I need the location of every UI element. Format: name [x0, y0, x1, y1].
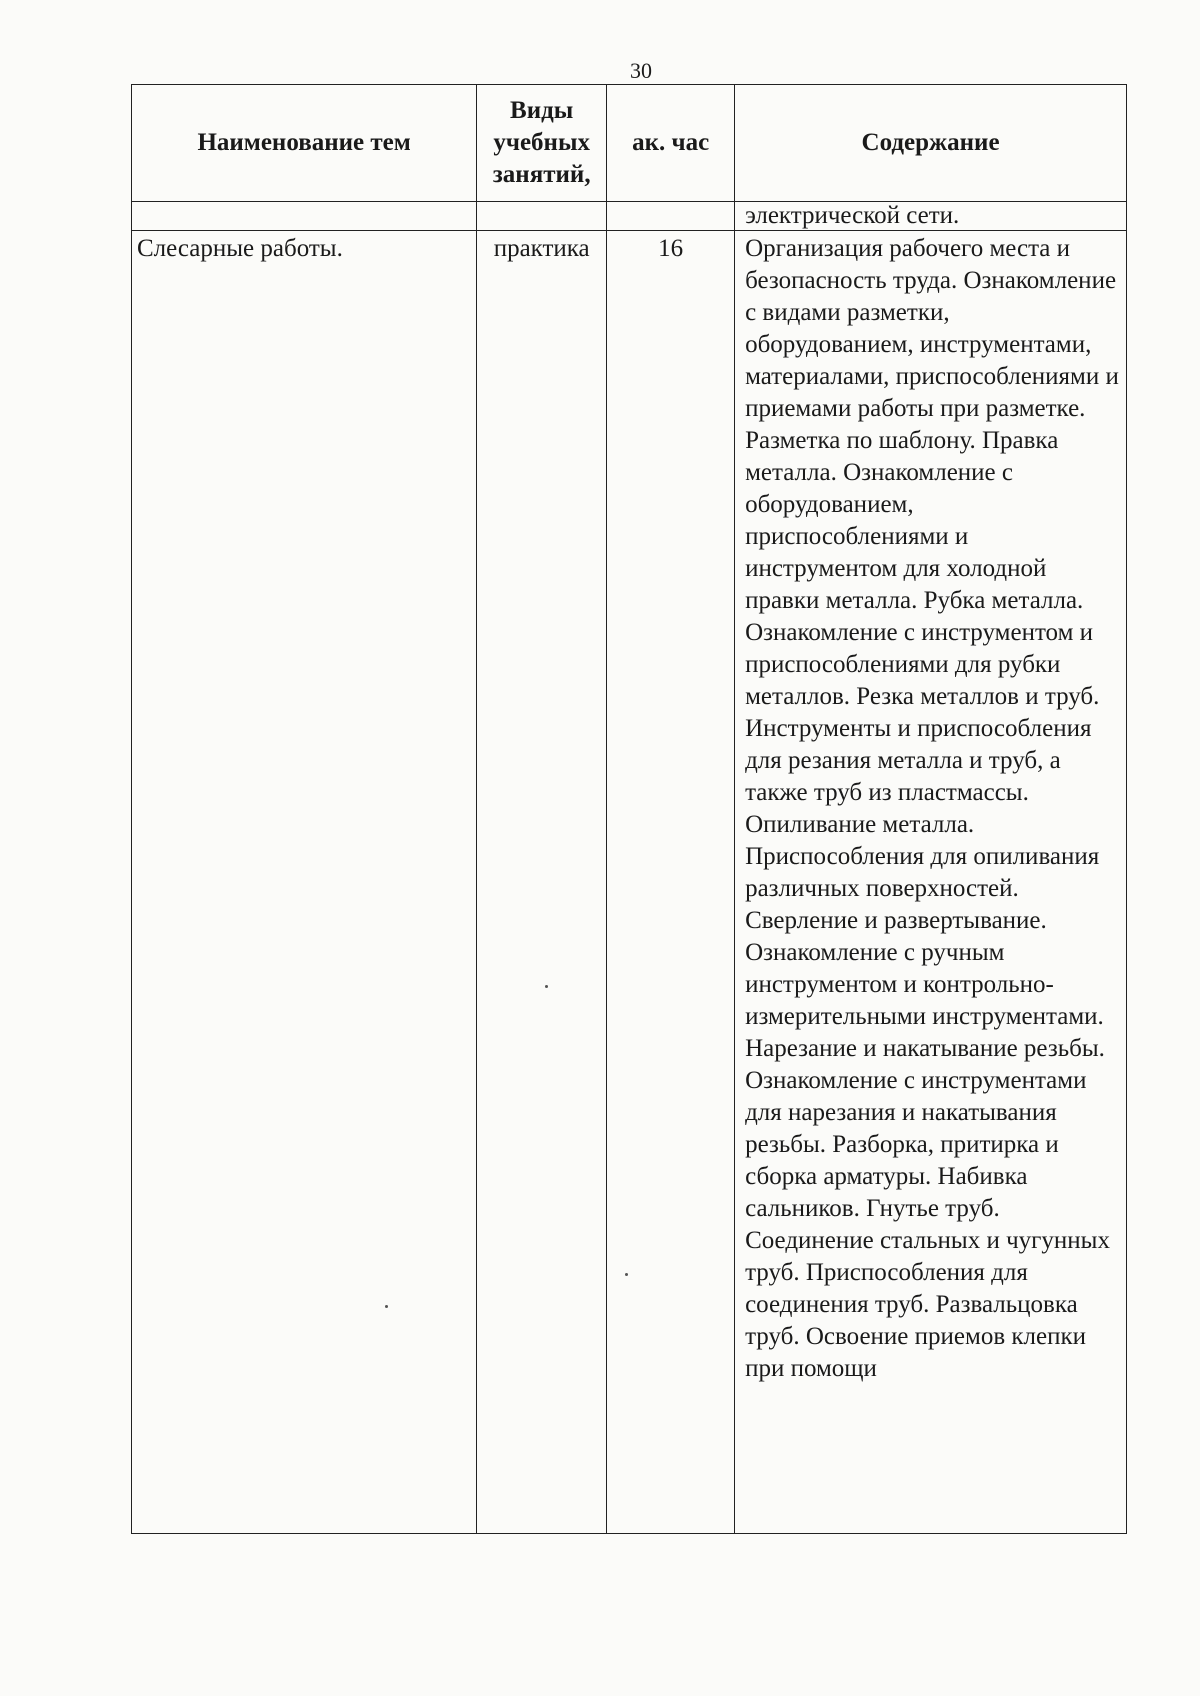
cell-hours: 16	[607, 231, 735, 1534]
table-row-continuation	[132, 202, 1127, 231]
scan-speck	[545, 985, 548, 988]
cell-topic: Слесарные работы.	[132, 231, 477, 1534]
cell-topic	[132, 202, 477, 231]
cell-content: Организация рабочего места и безопасность труда. Ознакомление с видами разметки, оборудованием, инструментами, материалами, приспособлениями и приемами работы при разметке. Разметка по шаблону. Правка металла. Ознакомление с оборудованием, приспособлениями и инструментом для холодной правки металла. Рубка металла. Ознакомление с инструментом и приспособлениями для рубки металлов. Резка металлов и труб. Инструменты и приспособления для резания металла и труб, а также труб из пластмассы. Опиливание металла. Приспособления для опиливания различных поверхностей. Сверление и развертывание. Ознакомление с ручным инструментом и контрольно-измерительными инструментами. Нарезание и накатывание резьбы. Ознакомление с инструментами для нарезания и накатывания резьбы. Разборка, притирка и сборка арматуры. Набивка сальников. Гнутье труб. Соединение стальных и чугунных труб. Приспособления для соединения труб. Развальцовка труб. Освоение приемов клепки при помощи	[735, 231, 1127, 1534]
header-hours: ак. час	[607, 85, 735, 202]
scan-speck	[625, 1273, 628, 1276]
cell-hours	[607, 202, 735, 231]
table-header-row	[132, 85, 1127, 202]
page-number: 30	[630, 58, 652, 83]
header-topic: Наименование тем	[132, 85, 477, 202]
curriculum-table	[131, 84, 1127, 1534]
header-kind: Виды учебных занятий,	[477, 85, 607, 202]
cell-content: электрической сети.	[735, 202, 1127, 231]
header-content: Содержание	[735, 85, 1127, 202]
cell-kind	[477, 202, 607, 231]
table-row	[132, 231, 1127, 1534]
scan-speck	[385, 1305, 388, 1308]
cell-kind: практика	[477, 231, 607, 1534]
